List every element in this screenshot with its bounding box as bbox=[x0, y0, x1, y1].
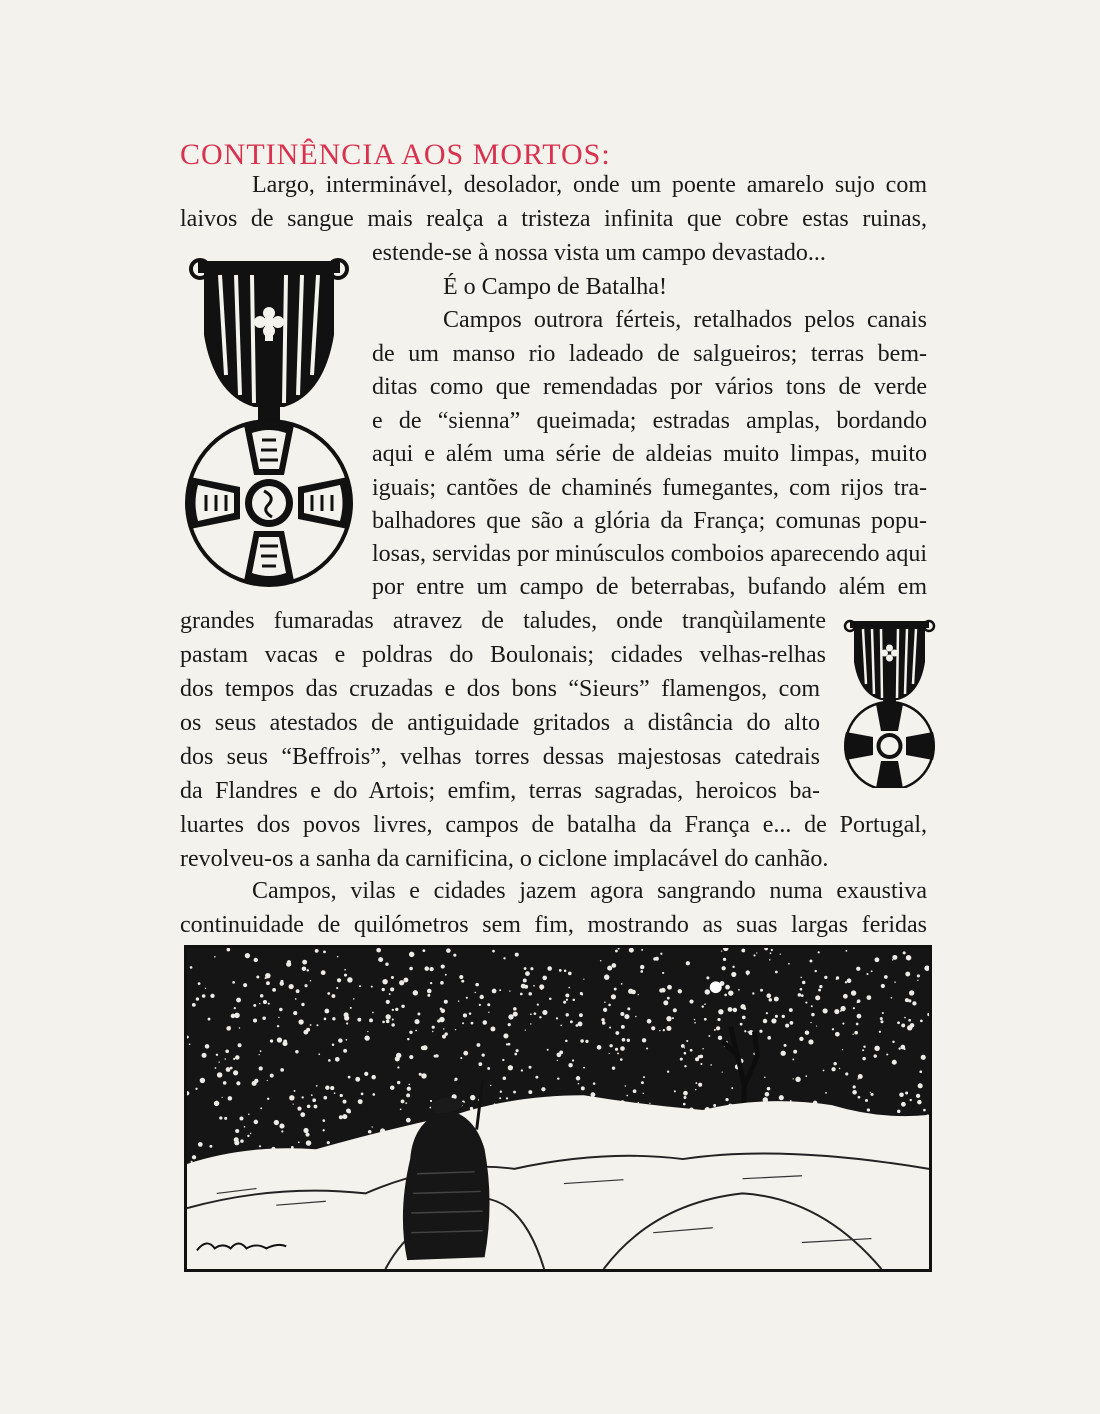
text-line: Largo, interminável, desolador, onde um poente amarelo sujo com bbox=[252, 172, 927, 198]
text-line: aqui e além uma série de aldeias muito limpas, muito bbox=[372, 441, 927, 467]
text-line: luartes dos povos livres, campos de batalha da França e... de Portugal, bbox=[180, 812, 927, 838]
text-line: continuidade de quilómetros sem fim, mostrando as suas largas feridas bbox=[180, 912, 927, 938]
small-war-cross-medal-icon bbox=[842, 618, 937, 788]
text-line: Campos, vilas e cidades jazem agora sangrando numa exaustiva bbox=[252, 878, 927, 904]
text-line: laivos de sangue mais realça a tristeza infinita que cobre estas ruinas, bbox=[180, 206, 927, 232]
text-line: estende-se à nossa vista um campo devastado... bbox=[372, 240, 826, 266]
snowy-battlefield-illustration bbox=[184, 945, 932, 1272]
text-line: dos tempos das cruzadas e dos bons “Sieurs” flamengos, com bbox=[180, 676, 820, 702]
text-line: e de “sienna” queimada; estradas amplas, bordando bbox=[372, 408, 927, 434]
text-line: grandes fumaradas atravez de taludes, onde tranqùilamente bbox=[180, 608, 826, 634]
text-line: pastam vacas e poldras do Boulonais; cidades velhas-relhas bbox=[180, 642, 826, 668]
text-line: losas, servidas por minúsculos comboios aparecendo aqui bbox=[372, 541, 927, 567]
chapter-heading: CONTINÊNCIA AOS MORTOS: bbox=[180, 138, 611, 171]
text-line: revolveu-os a sanha da carnificina, o ciclone implacável do canhão. bbox=[180, 846, 829, 872]
text-line: dos seus “Beffrois”, velhas torres dessas majestosas catedrais bbox=[180, 744, 820, 770]
text-line: É o Campo de Batalha! bbox=[443, 274, 667, 300]
text-line: balhadores que são a glória da França; comunas popu- bbox=[372, 508, 927, 534]
text-line: os seus atestados de antiguidade gritados a distância do alto bbox=[180, 710, 820, 736]
text-line: da Flandres e do Artois; emfim, terras sagradas, heroicos ba- bbox=[180, 778, 820, 804]
text-line: ditas como que remendadas por vários tons de verde bbox=[372, 374, 927, 400]
text-line: por entre um campo de beterrabas, bufando além em bbox=[372, 574, 927, 600]
text-line: Campos outrora férteis, retalhados pelos canais bbox=[443, 307, 927, 333]
text-line: iguais; cantões de chaminés fumegantes, com rijos tra- bbox=[372, 475, 927, 501]
war-cross-medal-icon bbox=[184, 255, 354, 590]
text-line: de um manso rio ladeado de salgueiros; terras bem- bbox=[372, 341, 927, 367]
